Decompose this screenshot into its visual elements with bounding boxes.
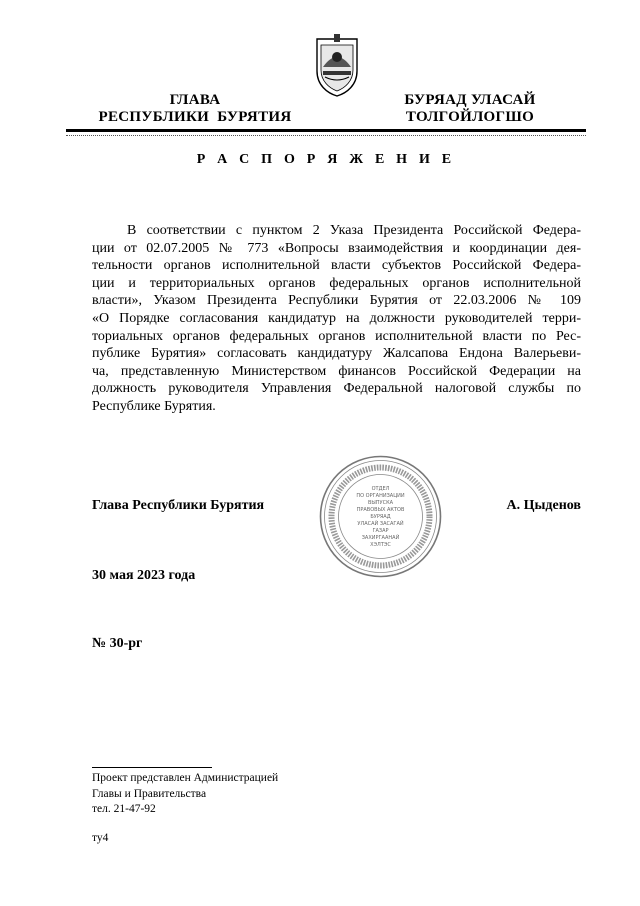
seal-line: ВЫПУСКА	[367, 500, 394, 506]
document-date: 30 мая 2023 года	[92, 568, 196, 583]
footnote-line1: Проект представлен Администрацией	[92, 772, 279, 784]
seal-line: БУРЯАД	[370, 514, 391, 520]
footnote-divider	[92, 767, 212, 768]
footnote-line3: тел. 21-47-92	[92, 803, 156, 815]
document-number: № 30-рг	[92, 636, 143, 651]
body-line: В соответствии с пунктом 2 Указа Президента Российской Федера-	[127, 223, 581, 238]
body-line: должность руководителя Управления Федеральной налоговой службы по	[92, 381, 581, 397]
footnote	[92, 771, 278, 818]
signature-label: Глава Республики Бурятия	[92, 498, 265, 513]
document-title: Р А С П О Р Я Ж Е Н И Е	[196, 152, 456, 167]
body-line: ции от 02.07.2005 № 773 «Вопросы взаимодействия и координации дея-	[92, 240, 581, 256]
body-line: «О Порядке согласования кандидатур на должности руководителей терри-	[92, 310, 581, 326]
header-divider-thick	[66, 129, 586, 132]
body-line: ча, представленную Министерством финансов Российской Федерации на	[92, 363, 581, 379]
signature-name: А. Цыденов	[506, 498, 581, 513]
seal-line: ХЭЛТЭС	[370, 542, 391, 548]
seal-line: ОТДЕЛ	[371, 486, 390, 492]
body-line: ции и территориальных органов федеральных органов исполнительной	[92, 275, 581, 291]
seal-line: ГАЗАР	[372, 528, 389, 534]
body-line: тельности органов исполнительной власти субъектов Российской Федера-	[92, 258, 581, 274]
header-left-title	[90, 92, 300, 126]
body-line: власти», Указом Президента Республики Бурятия от 22.03.2006 № 109	[92, 293, 581, 309]
header-right-line2: ТОЛГОЙЛОГШО	[405, 109, 535, 125]
coat-of-arms-icon	[313, 33, 361, 97]
body-line: ториальных органов федеральных органов исполнительной власти по Рес-	[92, 328, 581, 344]
header-divider-thin	[66, 135, 586, 136]
header-left-line2: РЕСПУБЛИКИ БУРЯТИЯ	[98, 109, 292, 125]
body-line: Республике Бурятия.	[92, 398, 216, 414]
footnote-line2: Главы и Правительства	[92, 787, 207, 800]
seal-line: ПО ОРГАНИЗАЦИИ	[356, 493, 405, 499]
seal-line: ПРАВОВЫХ АКТОВ	[356, 507, 405, 513]
header-right-title	[380, 92, 560, 126]
document-body	[92, 222, 581, 416]
seal-line: УЛАСАЙ ЗАСАГАЙ	[357, 521, 404, 527]
official-seal-icon	[318, 454, 443, 579]
seal-line: ЗАХИРГААНАЙ	[361, 535, 400, 541]
header-right-line1: БУРЯАД УЛАСАЙ	[404, 92, 536, 108]
body-line: публике Бурятия» согласовать кандидатуру Жалсапова Ендона Валерьеви-	[92, 346, 581, 362]
header-left-line1: ГЛАВА	[169, 92, 221, 108]
document-code: ту4	[92, 832, 109, 844]
